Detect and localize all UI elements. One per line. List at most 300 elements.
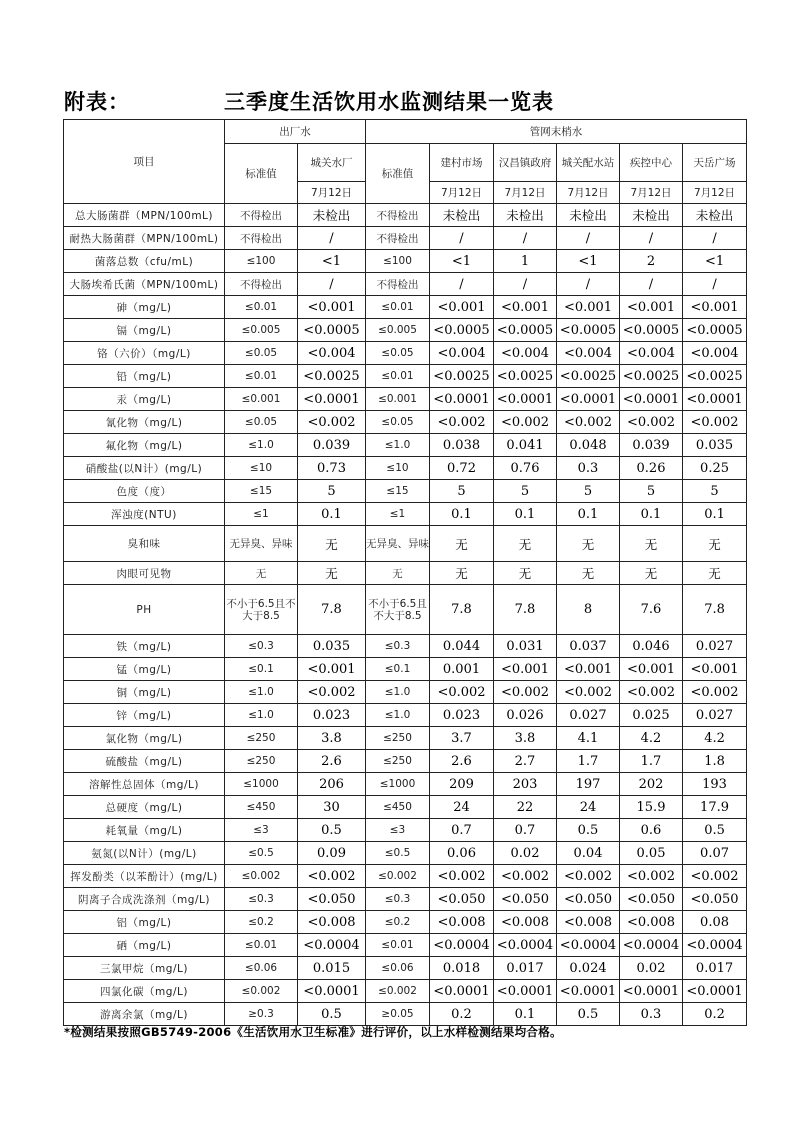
item-name: 三氯甲烷（mg/L) xyxy=(64,957,225,980)
site-result: <0.002 xyxy=(620,865,683,888)
standard-value: 不得检出 xyxy=(366,273,430,296)
site-result: 0.027 xyxy=(683,704,747,727)
site-result: 未检出 xyxy=(557,204,620,227)
item-name: 硒（mg/L) xyxy=(64,934,225,957)
site-result: 0.5 xyxy=(683,819,747,842)
factory-result: <0.050 xyxy=(298,888,366,911)
standard-value: 不小于6.5且不大于8.5 xyxy=(366,585,430,635)
factory-site: 城关水厂 xyxy=(298,144,366,182)
table-row xyxy=(64,296,747,319)
item-name: 氰化物（mg/L) xyxy=(64,411,225,434)
table-row xyxy=(64,204,747,227)
site-result: <0.001 xyxy=(683,296,747,319)
standard-value: 无 xyxy=(366,562,430,585)
site-result: 0.038 xyxy=(430,434,494,457)
standard-value: ≤450 xyxy=(225,796,298,819)
factory-group-header: 出厂水 xyxy=(225,120,366,144)
site-result: 202 xyxy=(620,773,683,796)
site-result: 0.027 xyxy=(683,635,747,658)
item-name: 菌落总数（cfu/mL) xyxy=(64,250,225,273)
sample-date: 7月12日 xyxy=(298,182,366,204)
site-result: / xyxy=(683,273,747,296)
factory-result: 0.5 xyxy=(298,819,366,842)
table-row xyxy=(64,434,747,457)
sample-date: 7月12日 xyxy=(683,182,747,204)
factory-result: <0.0001 xyxy=(298,980,366,1003)
table-row xyxy=(64,342,747,365)
site-result: 无 xyxy=(620,526,683,562)
standard-value: 不得检出 xyxy=(225,204,298,227)
site-result: 7.8 xyxy=(683,585,747,635)
factory-result: <0.002 xyxy=(298,681,366,704)
site-result: <0.050 xyxy=(430,888,494,911)
site-result: 无 xyxy=(430,562,494,585)
site-result: 0.023 xyxy=(430,704,494,727)
site-result: <0.001 xyxy=(683,658,747,681)
site-result: 1.7 xyxy=(620,750,683,773)
site-result: 0.027 xyxy=(557,704,620,727)
factory-result: / xyxy=(298,273,366,296)
factory-result: 0.039 xyxy=(298,434,366,457)
table-row xyxy=(64,957,747,980)
site-result: 7.8 xyxy=(494,585,557,635)
site-result: <0.002 xyxy=(683,681,747,704)
standard-value: ≤0.01 xyxy=(225,934,298,957)
site-result: 24 xyxy=(430,796,494,819)
site-result: 0.048 xyxy=(557,434,620,457)
item-name: 耐热大肠菌群（MPN/100mL) xyxy=(64,227,225,250)
site-result: <0.050 xyxy=(557,888,620,911)
item-name: 汞（mg/L) xyxy=(64,388,225,411)
standard-value: ≤0.002 xyxy=(225,865,298,888)
item-name: 锌（mg/L) xyxy=(64,704,225,727)
standard-value: ≤1.0 xyxy=(225,434,298,457)
standard-value: ≤0.2 xyxy=(366,911,430,934)
factory-result: 0.035 xyxy=(298,635,366,658)
site-result: 17.9 xyxy=(683,796,747,819)
site-result: 0.017 xyxy=(494,957,557,980)
standard-value: ≤0.001 xyxy=(225,388,298,411)
factory-result: 0.09 xyxy=(298,842,366,865)
site-result: <0.002 xyxy=(620,411,683,434)
site-result: 0.2 xyxy=(430,1003,494,1026)
site-result: <0.004 xyxy=(494,342,557,365)
site-result: / xyxy=(620,227,683,250)
site-result: 0.26 xyxy=(620,457,683,480)
site-result: 203 xyxy=(494,773,557,796)
site-result: <0.004 xyxy=(557,342,620,365)
table-row xyxy=(64,681,747,704)
site-result: <0.0025 xyxy=(430,365,494,388)
header-row-groups xyxy=(64,120,747,144)
site-result: <0.002 xyxy=(430,681,494,704)
site-result: 5 xyxy=(620,480,683,503)
standard-value: ≤250 xyxy=(366,750,430,773)
table-row xyxy=(64,319,747,342)
table-row xyxy=(64,457,747,480)
factory-result: 30 xyxy=(298,796,366,819)
site-result: <0.002 xyxy=(683,865,747,888)
factory-result: <0.0004 xyxy=(298,934,366,957)
standard-value: ≤250 xyxy=(225,727,298,750)
site-result: 0.024 xyxy=(557,957,620,980)
site-result: 4.2 xyxy=(620,727,683,750)
standard-value: ≤0.5 xyxy=(366,842,430,865)
site-result: 无 xyxy=(557,526,620,562)
standard-value: ≤100 xyxy=(225,250,298,273)
site-result: 无 xyxy=(494,526,557,562)
site-result: / xyxy=(430,227,494,250)
site-result: <0.002 xyxy=(494,865,557,888)
standard-value: ≤0.05 xyxy=(225,411,298,434)
factory-result: 0.023 xyxy=(298,704,366,727)
site-result: 15.9 xyxy=(620,796,683,819)
site-result: 1.7 xyxy=(557,750,620,773)
factory-result: <0.0025 xyxy=(298,365,366,388)
site-result: 1.8 xyxy=(683,750,747,773)
item-name: 总大肠菌群（MPN/100mL) xyxy=(64,204,225,227)
item-header: 项目 xyxy=(64,120,225,204)
std-label-network: 标准值 xyxy=(366,144,430,204)
site-result: 193 xyxy=(683,773,747,796)
site-result: <0.0001 xyxy=(430,980,494,1003)
attachment-label: 附表： xyxy=(64,90,130,114)
site-result: <0.001 xyxy=(557,296,620,319)
network-group-header: 管网末梢水 xyxy=(366,120,747,144)
factory-result: <0.004 xyxy=(298,342,366,365)
item-name: 游离余氯（mg/L) xyxy=(64,1003,225,1026)
standard-value: ≤0.01 xyxy=(366,934,430,957)
site-result: 209 xyxy=(430,773,494,796)
item-name: 锰（mg/L) xyxy=(64,658,225,681)
site-result: <0.0025 xyxy=(557,365,620,388)
site-result: 0.037 xyxy=(557,635,620,658)
table-row xyxy=(64,227,747,250)
site-result: <0.008 xyxy=(494,911,557,934)
network-site: 城关配水站 xyxy=(557,144,620,182)
standard-value: ≤0.05 xyxy=(225,342,298,365)
standard-value: 不小于6.5且不大于8.5 xyxy=(225,585,298,635)
factory-result: <0.002 xyxy=(298,411,366,434)
site-result: / xyxy=(683,227,747,250)
standard-value: ≤1 xyxy=(366,503,430,526)
site-result: 0.25 xyxy=(683,457,747,480)
table-row xyxy=(64,503,747,526)
site-result: 0.07 xyxy=(683,842,747,865)
factory-result: 0.73 xyxy=(298,457,366,480)
site-result: <0.001 xyxy=(620,658,683,681)
site-result: <0.0001 xyxy=(430,388,494,411)
item-name: 铁（mg/L) xyxy=(64,635,225,658)
site-result: 0.2 xyxy=(683,1003,747,1026)
site-result: 0.5 xyxy=(557,1003,620,1026)
factory-result: <0.001 xyxy=(298,296,366,319)
standard-value: ≤0.05 xyxy=(366,342,430,365)
site-result: <0.0001 xyxy=(557,980,620,1003)
site-result: 无 xyxy=(494,562,557,585)
site-result: 2.7 xyxy=(494,750,557,773)
item-name: 色度（度） xyxy=(64,480,225,503)
item-name: 镉（mg/L) xyxy=(64,319,225,342)
site-result: 0.017 xyxy=(683,957,747,980)
table-row xyxy=(64,796,747,819)
item-name: 铬（六价）（mg/L) xyxy=(64,342,225,365)
site-result: <0.008 xyxy=(430,911,494,934)
factory-result: 206 xyxy=(298,773,366,796)
standard-value: ≤0.3 xyxy=(225,888,298,911)
factory-result: 5 xyxy=(298,480,366,503)
standard-value: ≤1000 xyxy=(225,773,298,796)
site-result: 0.5 xyxy=(557,819,620,842)
standard-value: ≤0.3 xyxy=(366,635,430,658)
site-result: <0.001 xyxy=(557,658,620,681)
site-result: 4.1 xyxy=(557,727,620,750)
item-name: 铜（mg/L) xyxy=(64,681,225,704)
site-result: 0.1 xyxy=(430,503,494,526)
factory-result: 7.8 xyxy=(298,585,366,635)
factory-result: 2.6 xyxy=(298,750,366,773)
table-row xyxy=(64,562,747,585)
standard-value: ≤15 xyxy=(366,480,430,503)
table-row xyxy=(64,1003,747,1026)
site-result: 未检出 xyxy=(620,204,683,227)
item-name: 浑浊度(NTU) xyxy=(64,503,225,526)
site-result: 0.3 xyxy=(557,457,620,480)
site-result: 5 xyxy=(683,480,747,503)
standard-value: ≤10 xyxy=(366,457,430,480)
standard-value: ≤0.3 xyxy=(225,635,298,658)
site-result: 0.06 xyxy=(430,842,494,865)
site-result: <0.002 xyxy=(683,411,747,434)
table-row xyxy=(64,980,747,1003)
standard-value: ≤3 xyxy=(366,819,430,842)
standard-value: ≤0.001 xyxy=(366,388,430,411)
factory-result: <0.001 xyxy=(298,658,366,681)
item-name: 溶解性总固体（mg/L) xyxy=(64,773,225,796)
standard-value: ≤10 xyxy=(225,457,298,480)
item-name: 铅（mg/L) xyxy=(64,365,225,388)
table-row xyxy=(64,480,747,503)
standard-value: ≤0.002 xyxy=(366,980,430,1003)
site-result: 0.76 xyxy=(494,457,557,480)
table-row xyxy=(64,250,747,273)
site-result: 0.1 xyxy=(557,503,620,526)
site-result: <0.004 xyxy=(430,342,494,365)
site-result: <0.001 xyxy=(620,296,683,319)
site-result: 1 xyxy=(494,250,557,273)
item-name: 肉眼可见物 xyxy=(64,562,225,585)
site-result: 0.02 xyxy=(620,957,683,980)
sample-date: 7月12日 xyxy=(557,182,620,204)
table-row xyxy=(64,658,747,681)
site-result: 0.1 xyxy=(620,503,683,526)
site-result: <0.0004 xyxy=(557,934,620,957)
standard-value: ≤1000 xyxy=(366,773,430,796)
item-name: 氟化物（mg/L) xyxy=(64,434,225,457)
site-result: <0.002 xyxy=(494,411,557,434)
standard-value: ≤250 xyxy=(366,727,430,750)
item-name: 四氯化碳（mg/L) xyxy=(64,980,225,1003)
site-result: 0.6 xyxy=(620,819,683,842)
site-result: <0.0004 xyxy=(683,934,747,957)
site-result: 0.3 xyxy=(620,1003,683,1026)
site-result: <0.001 xyxy=(494,296,557,319)
standard-value: ≤0.01 xyxy=(366,296,430,319)
site-result: 3.7 xyxy=(430,727,494,750)
standard-value: 无异臭、异味 xyxy=(366,526,430,562)
site-result: <0.0001 xyxy=(494,388,557,411)
table-row xyxy=(64,704,747,727)
site-result: <0.001 xyxy=(494,658,557,681)
site-result: <1 xyxy=(557,250,620,273)
site-result: <0.0025 xyxy=(620,365,683,388)
site-result: 无 xyxy=(557,562,620,585)
item-name: 阴离子合成洗涤剂（mg/L) xyxy=(64,888,225,911)
table-row xyxy=(64,911,747,934)
site-result: 5 xyxy=(557,480,620,503)
site-result: <0.002 xyxy=(557,681,620,704)
standard-value: ≤0.002 xyxy=(225,980,298,1003)
standard-value: ≤0.002 xyxy=(366,865,430,888)
table-row xyxy=(64,273,747,296)
standard-value: ≤0.01 xyxy=(225,365,298,388)
standard-value: ≤100 xyxy=(366,250,430,273)
table-row xyxy=(64,585,747,635)
standard-value: ≤1.0 xyxy=(366,704,430,727)
table-row xyxy=(64,727,747,750)
standard-value: ≥0.05 xyxy=(366,1003,430,1026)
item-name: 氨氮(以N计）(mg/L) xyxy=(64,842,225,865)
factory-result: 无 xyxy=(298,526,366,562)
table-row xyxy=(64,842,747,865)
standard-value: ≤1.0 xyxy=(225,681,298,704)
site-result: 0.7 xyxy=(494,819,557,842)
site-result: <0.0005 xyxy=(430,319,494,342)
item-name: 铝（mg/L) xyxy=(64,911,225,934)
site-result: <0.0001 xyxy=(683,388,747,411)
network-site: 天岳广场 xyxy=(683,144,747,182)
site-result: / xyxy=(620,273,683,296)
site-result: <0.0001 xyxy=(683,980,747,1003)
site-result: <0.0004 xyxy=(430,934,494,957)
site-result: <0.050 xyxy=(494,888,557,911)
factory-result: <0.002 xyxy=(298,865,366,888)
site-result: <0.004 xyxy=(620,342,683,365)
site-result: <0.0005 xyxy=(494,319,557,342)
site-result: <0.008 xyxy=(620,911,683,934)
item-name: 氯化物（mg/L) xyxy=(64,727,225,750)
site-result: <0.004 xyxy=(683,342,747,365)
factory-result: 3.8 xyxy=(298,727,366,750)
standard-value: 不得检出 xyxy=(225,273,298,296)
site-result: <1 xyxy=(430,250,494,273)
site-result: <0.0001 xyxy=(557,388,620,411)
site-result: 0.039 xyxy=(620,434,683,457)
site-result: <0.002 xyxy=(494,681,557,704)
site-result: <0.008 xyxy=(557,911,620,934)
standard-value: 不得检出 xyxy=(366,204,430,227)
site-result: 0.025 xyxy=(620,704,683,727)
site-result: 0.044 xyxy=(430,635,494,658)
item-name: 总硬度（mg/L) xyxy=(64,796,225,819)
site-result: / xyxy=(430,273,494,296)
site-result: 5 xyxy=(430,480,494,503)
site-result: 4.2 xyxy=(683,727,747,750)
site-result: 0.1 xyxy=(494,503,557,526)
site-result: 0.001 xyxy=(430,658,494,681)
site-result: <0.0025 xyxy=(494,365,557,388)
site-result: 0.041 xyxy=(494,434,557,457)
standard-value: ≤250 xyxy=(225,750,298,773)
site-result: 0.1 xyxy=(683,503,747,526)
table-row xyxy=(64,865,747,888)
standard-value: ≤15 xyxy=(225,480,298,503)
factory-result: 0.5 xyxy=(298,1003,366,1026)
standard-value: ≥0.3 xyxy=(225,1003,298,1026)
site-result: 0.72 xyxy=(430,457,494,480)
site-result: <0.001 xyxy=(430,296,494,319)
site-result: <0.002 xyxy=(430,411,494,434)
standard-value: ≤0.06 xyxy=(225,957,298,980)
site-result: <0.0004 xyxy=(620,934,683,957)
site-result: 7.8 xyxy=(430,585,494,635)
table-row xyxy=(64,773,747,796)
results-table xyxy=(63,119,747,1026)
standard-value: ≤0.005 xyxy=(225,319,298,342)
site-result: 0.05 xyxy=(620,842,683,865)
table-row xyxy=(64,934,747,957)
table-row xyxy=(64,888,747,911)
standard-value: ≤0.005 xyxy=(366,319,430,342)
site-result: 未检出 xyxy=(430,204,494,227)
factory-result: <1 xyxy=(298,250,366,273)
item-name: PH xyxy=(64,585,225,635)
site-result: <0.050 xyxy=(620,888,683,911)
site-result: 0.1 xyxy=(494,1003,557,1026)
site-result: 7.6 xyxy=(620,585,683,635)
site-result: 197 xyxy=(557,773,620,796)
sample-date: 7月12日 xyxy=(494,182,557,204)
site-result: 0.046 xyxy=(620,635,683,658)
site-result: <0.002 xyxy=(620,681,683,704)
site-result: / xyxy=(494,273,557,296)
site-result: 0.026 xyxy=(494,704,557,727)
site-result: 无 xyxy=(683,562,747,585)
site-result: 无 xyxy=(683,526,747,562)
factory-result: 未检出 xyxy=(298,204,366,227)
table-row xyxy=(64,635,747,658)
site-result: <0.0004 xyxy=(494,934,557,957)
site-result: <0.0001 xyxy=(620,980,683,1003)
standard-value: ≤0.01 xyxy=(225,296,298,319)
standard-value: ≤0.1 xyxy=(225,658,298,681)
site-result: <0.002 xyxy=(557,411,620,434)
site-result: 8 xyxy=(557,585,620,635)
site-result: 0.031 xyxy=(494,635,557,658)
table-row xyxy=(64,388,747,411)
site-result: 未检出 xyxy=(494,204,557,227)
standard-value: ≤0.06 xyxy=(366,957,430,980)
standard-value: ≤0.1 xyxy=(366,658,430,681)
site-result: 24 xyxy=(557,796,620,819)
table-row xyxy=(64,411,747,434)
item-name: 耗氧量（mg/L) xyxy=(64,819,225,842)
table-row xyxy=(64,750,747,773)
item-name: 砷（mg/L) xyxy=(64,296,225,319)
site-result: 3.8 xyxy=(494,727,557,750)
factory-result: <0.0005 xyxy=(298,319,366,342)
standard-value: ≤0.01 xyxy=(366,365,430,388)
